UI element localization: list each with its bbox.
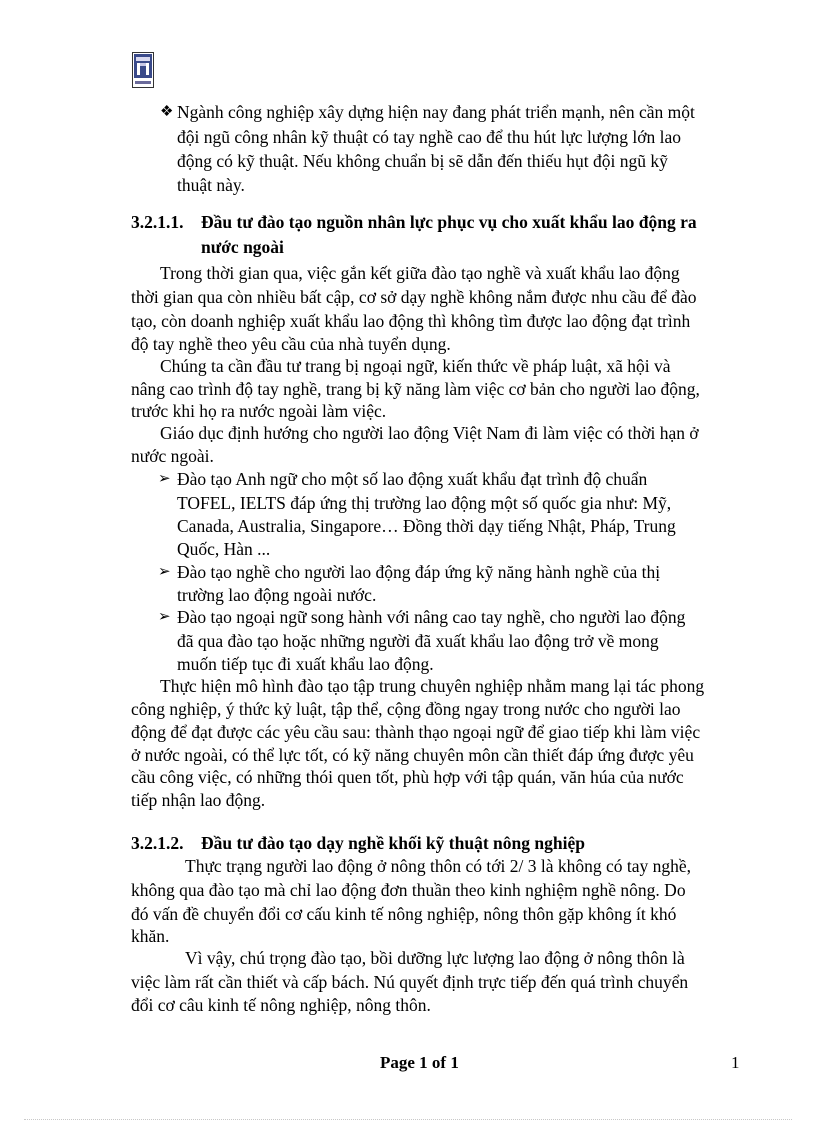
arrowhead-bullet-icon: ➢ [158,609,171,625]
paragraph-line: Thực hiện mô hình đào tạo tập trung chuyên nghiệp nhằm mang lại tác phong [160,676,705,696]
paragraph-line: không qua đào tạo mà chỉ lao động đơn thuần theo kinh nghiệm nghề nông. Do [131,880,686,900]
list-item-line: muốn tiếp tục đi xuất khẩu lao động. [177,654,434,674]
arrowhead-bullet-icon: ➢ [158,471,171,487]
list-item-line: TOFEL, IELTS đáp ứng thị trường lao động một số quốc gia như: Mỹ, [177,493,672,513]
paragraph-line: đó vấn đề chuyển đổi cơ cấu kinh tế nông nghiệp, nông thôn gặp không ít khó [131,904,677,924]
bullet1-line: động có kỹ thuật. Nếu không chuẩn bị sẽ dẫn đến thiếu hụt đội ngũ kỹ [177,151,668,171]
paragraph-line: thời gian qua còn nhiều bất cập, cơ sở dạy nghề không nắm được nhu cầu để đào [131,287,697,307]
paragraph-line: Vì vậy, chú trọng đào tạo, bồi dưỡng lực lượng lao động ở nông thôn là [185,948,685,968]
list-item-line: Quốc, Hàn ... [177,539,271,559]
paragraph-line: Trong thời gian qua, việc gắn kết giữa đào tạo nghề và xuất khẩu lao động [160,263,680,283]
paragraph-line: tiếp nhận lao động. [131,790,266,810]
section2-title: Đầu tư đào tạo dạy nghề khối kỹ thuật nông nghiệp [201,833,585,853]
section2-number: 3.2.1.2. [131,833,184,853]
paragraph-line: Giáo dục định hướng cho người lao động Việt Nam đi làm việc có thời hạn ở [160,423,699,443]
paragraph-line: công nghiệp, ý thức kỷ luật, tập thể, cộng đồng ngay trong nước cho người lao [131,699,681,719]
paragraph-line: nước ngoài. [131,446,214,466]
paragraph-line: khăn. [131,926,170,946]
section1-title-cont: nước ngoài [201,237,284,257]
list-item-line: Canada, Australia, Singapore… Đồng thời dạy tiếng Nhật, Pháp, Trung [177,516,676,536]
paragraph-line: độ tay nghề theo yêu cầu của nhà tuyển dụng. [131,334,451,354]
paragraph-line: nâng cao trình độ tay nghề, trang bị kỹ năng làm việc cơ bản cho người lao động, [131,379,700,399]
paragraph-line: việc làm rất cần thiết và cấp bách. Nú quyết định trực tiếp đến quá trình chuyển [131,972,689,992]
paragraph-line: đổi cơ câu kinh tế nông nghiệp, nông thôn. [131,995,431,1015]
bullet1-line: thuật này. [177,175,245,195]
list-item-line: Đào tạo Anh ngữ cho một số lao động xuất khẩu đạt trình độ chuẩn [177,469,648,489]
list-item-line: Đào tạo nghề cho người lao động đáp ứng kỹ năng hành nghề của thị [177,562,661,582]
paragraph-line: ở nước ngoài, có thể lực tốt, có kỹ năng chuyên môn cần thiết đáp ứng được yêu [131,745,694,765]
diamond-bullet-icon: ❖ [160,104,174,120]
section1-number: 3.2.1.1. [131,212,184,232]
paragraph-line: Chúng ta cần đầu tư trang bị ngoại ngữ, kiến thức về pháp luật, xã hội và [160,356,671,376]
paragraph-line: động để đạt được các yêu cầu sau: thành thạo ngoại ngữ để giao tiếp khi làm việc [131,722,701,742]
paragraph-line: tạo, còn doanh nghiệp xuất khẩu lao động thì không tìm được lao động đạt trình [131,311,691,331]
list-item-line: trường lao động ngoài nước. [177,585,377,605]
section1-title: Đầu tư đào tạo nguồn nhân lực phục vụ cho xuất khẩu lao động ra [201,212,697,232]
list-item-line: Đào tạo ngoại ngữ song hành với nâng cao tay nghề, cho người lao động [177,607,686,627]
logo-icon [132,52,154,88]
page-label: Page 1 of 1 [380,1053,459,1072]
arrowhead-bullet-icon: ➢ [158,564,171,580]
list-item-line: đã qua đào tạo hoặc những người đã xuất khẩu lao động trở về mong [177,631,659,651]
page-border [24,1119,792,1120]
bullet1-line: Ngành công nghiệp xây dựng hiện nay đang phát triển mạnh, nên cần một [177,102,695,122]
page-number: 1 [731,1053,740,1072]
paragraph-line: cầu công việc, có những thói quen tốt, phù hợp với tập quán, văn húa của nước [131,767,684,787]
bullet1-line: đội ngũ công nhân kỹ thuật có tay nghề cao để thu hút lực lượng lớn lao [177,127,682,147]
paragraph-line: Thực trạng người lao động ở nông thôn có tới 2/ 3 là không có tay nghề, [185,856,692,876]
paragraph-line: trước khi họ ra nước ngoài làm việc. [131,401,387,421]
